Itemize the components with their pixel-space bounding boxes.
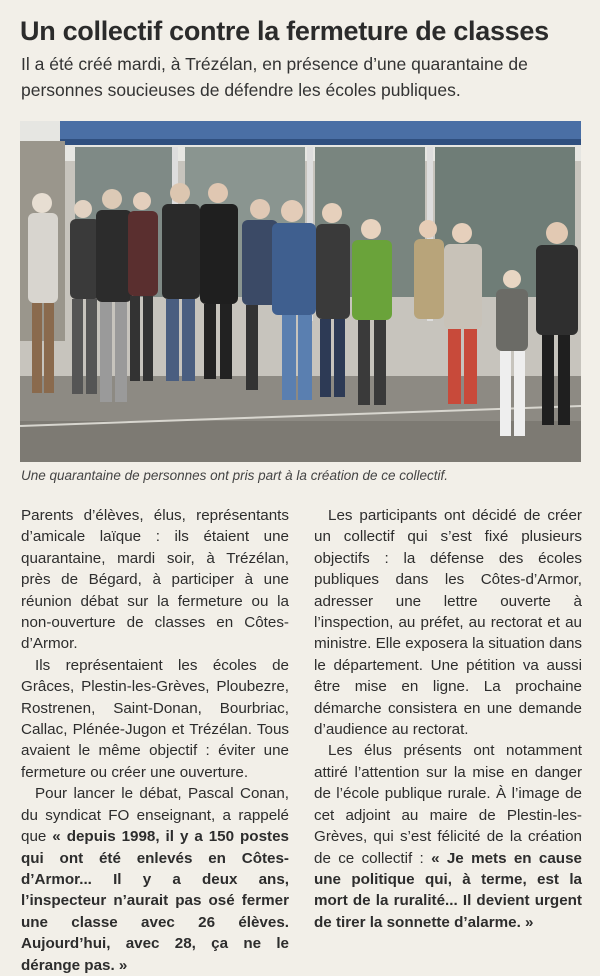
article-column-right: [314, 505, 582, 933]
photo-caption: Une quarantaine de personnes ont pris part à la création de ce collectif.: [21, 468, 449, 483]
quote: « depuis 1998, il y a 150 postes qui ont été enlevés en Côtes-d’Armor... Il y a deux ans, l’inspecteur n’aurait pas osé fermer une classe avec 26 élèves. Aujourd’hui, avec 28, ça ne le dérange pas. »: [21, 828, 289, 974]
article-headline: Un collectif contre la fermeture de classes: [20, 16, 549, 46]
group-photo-image: [20, 121, 581, 462]
paragraph-intro: Pour lancer le débat, Pascal Conan, du syndicat FO enseignant, a rappelé que: [21, 785, 289, 846]
article-lead: Il a été créé mardi, à Trézélan, en présence d’une quarantaine de personnes soucieuses de défendre les écoles publiques.: [21, 54, 528, 100]
paragraph: Les participants ont décidé de créer un collectif qui s’est fixé plusieurs objectifs : la défense des écoles publiques dans les Côtes-d’Armor, adresser une lettre ouverte à l’inspection, au préfet, au rectorat et au ministre. Elle exposera la situation dans le département. Une pétition va aussi être mise en ligne. La prochaine démarche consistera en une demande d’audience au rectorat.: [314, 507, 582, 739]
paragraph: Ils représentaient les écoles de Grâces, Plestin-les-Grèves, Ploubezre, Rostrenen, Saint-Donan, Bourbriac, Callac, Plénée-Jugon et Trézélan. Tous avaient le même objectif : éviter une fermeture ou créer une ouverture.: [21, 656, 289, 781]
paragraph-intro: Les élus présents ont notamment attiré l’attention sur la mise en danger de l’école publique rurale. À l’image de cet adjoint au maire de Plestin-les-Grèves, qui s’est félicité de la création de ce collectif :: [314, 742, 582, 867]
paragraph-with-quote: [314, 740, 582, 933]
article-column-left: [21, 505, 289, 976]
paragraph: Parents d’élèves, élus, représentants d’amicale laïque : ils étaient une quarantaine, mardi soir, à Trézélan, près de Bégard, à participer à une réunion débat sur la fermeture ou la non-ouverture de classes en Côtes-d’Armor.: [21, 507, 289, 653]
paragraph-with-quote: [21, 783, 289, 976]
quote: « Je mets en cause une politique qui, à terme, est la mort de la ruralité... Il devient urgent de tirer la sonnette d’alarme. »: [314, 849, 582, 931]
group-photo: [20, 121, 581, 462]
